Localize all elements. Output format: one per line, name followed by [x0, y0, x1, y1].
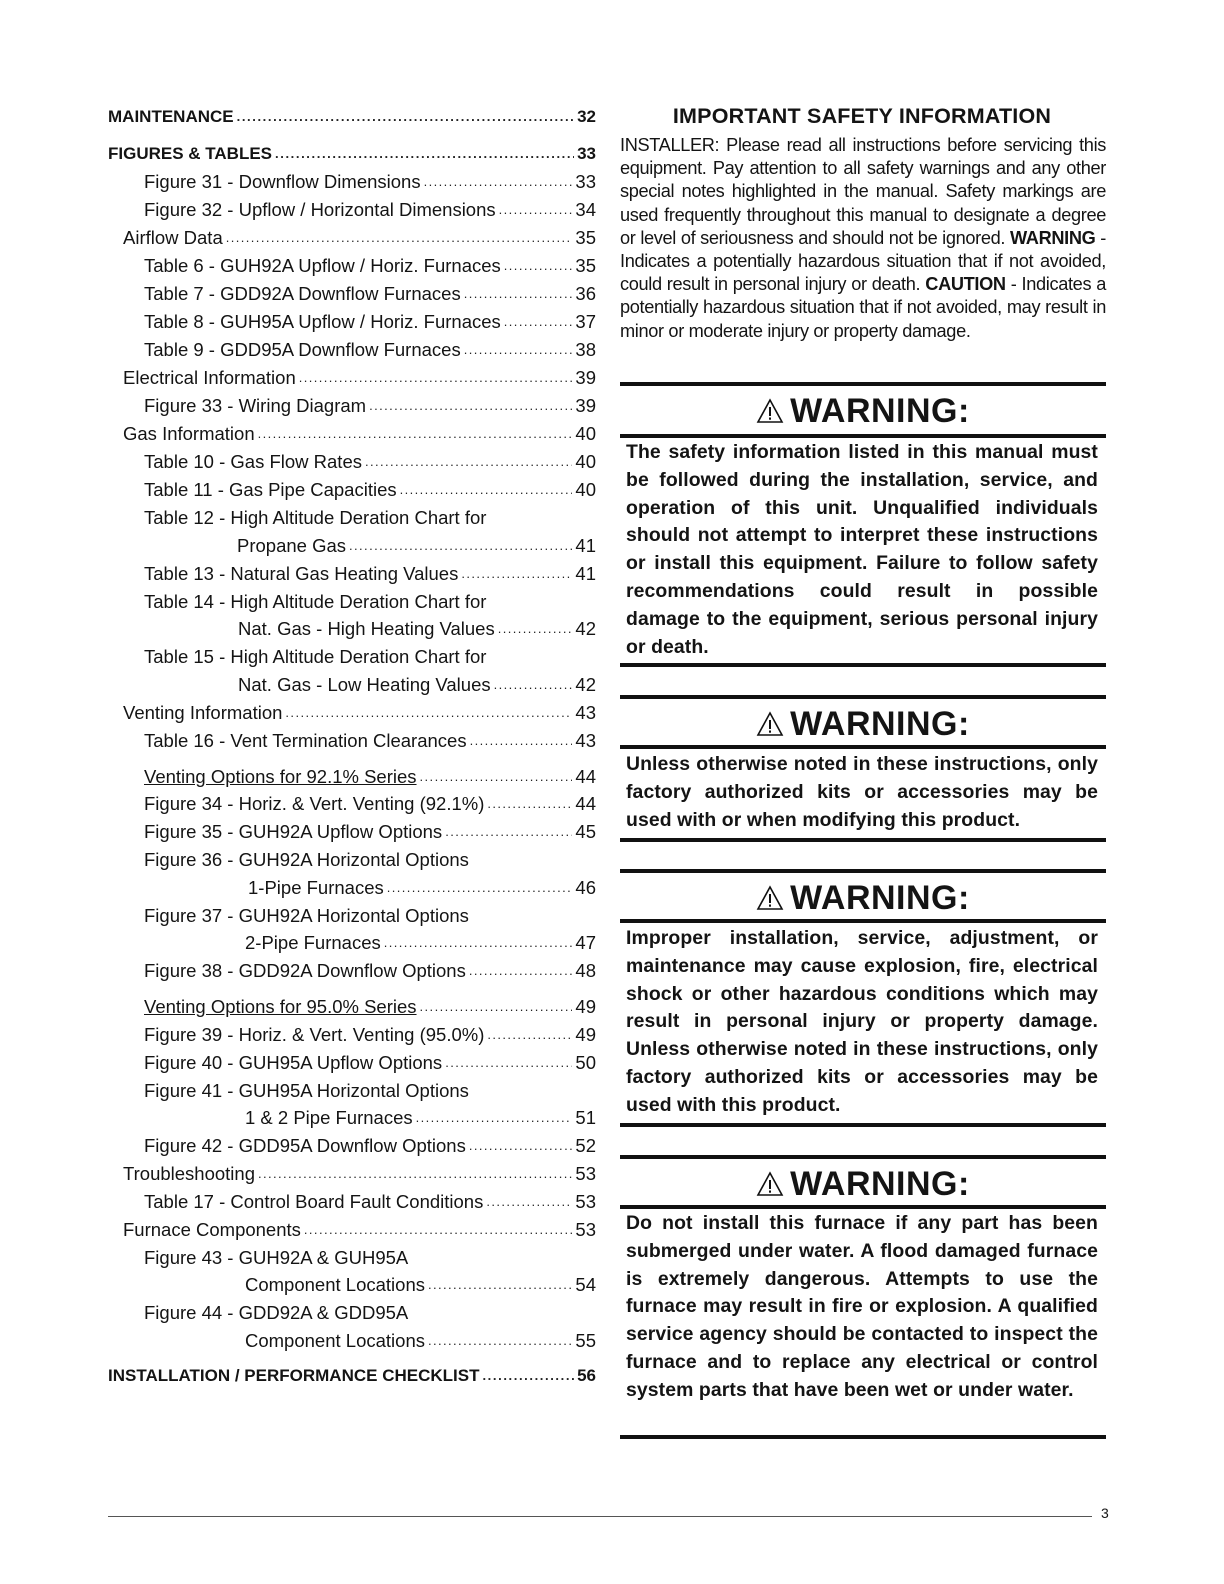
warning-text: Unless otherwise noted in these instructions, only factory authorized kits or accessories may be used with or when modifying this product. [626, 753, 1098, 831]
divider [620, 663, 1106, 667]
toc-entry[interactable]: Nat. Gas - High Heating Values ..... 42 [238, 612, 596, 640]
toc-entry[interactable]: Figure 42 - GDD95A Downflow Options ..... 52 [144, 1129, 596, 1157]
toc-entry[interactable]: Table 7 - GDD92A Downflow Furnaces ..... 36 [144, 277, 596, 305]
toc-entry[interactable]: Table 14 - High Altitude Deration Chart for [144, 591, 487, 612]
toc-entry[interactable]: Table 6 - GUH92A Upflow / Horiz. Furnaces ..... 35 [144, 249, 596, 277]
warning-triangle-icon [756, 885, 784, 911]
toc-entry[interactable]: Component Locations ..... 54 [245, 1268, 596, 1296]
warning-text: The safety information listed in this manual must be followed during the installation, service, and operation of this unit. Unqualified individuals should not attempt to interpret these instructions or install this equipment. Failure to follow safety recommendations could result in possible damage to the equipment, serious personal injury or death. [626, 441, 1098, 658]
toc-entry[interactable]: Figure 36 - GUH92A Horizontal Options [144, 849, 469, 870]
divider [620, 695, 1106, 699]
toc-entry[interactable]: 1-Pipe Furnaces ..... 46 [248, 871, 596, 899]
toc-entry[interactable]: Figure 35 - GUH92A Upflow Options ..... 45 [144, 815, 596, 843]
toc-entry[interactable]: Figure 44 - GDD92A & GDD95A [144, 1302, 409, 1323]
toc-entry[interactable]: Table 9 - GDD95A Downflow Furnaces ..... 38 [144, 333, 596, 361]
warning-title: WARNING: [620, 390, 1106, 432]
toc-entry[interactable]: Electrical Information ..... 39 [123, 361, 596, 389]
footer-rule [108, 1516, 1092, 1517]
toc-entry[interactable]: Figure 39 - Horiz. & Vert. Venting (95.0%) ..... 49 [144, 1018, 596, 1046]
toc-entry[interactable]: Venting Options for 95.0% Series ..... 49 [144, 990, 596, 1018]
divider [620, 869, 1106, 873]
toc-entry[interactable]: Table 12 - High Altitude Deration Chart for [144, 507, 487, 528]
divider [620, 382, 1106, 386]
toc-entry[interactable]: Gas Information ..... 40 [123, 417, 596, 445]
divider [620, 745, 1106, 749]
warning-title: WARNING: [620, 703, 1106, 745]
warning-text: Do not install this furnace if any part has been submerged under water. A flood damaged furnace is extremely dangerous. Attempts to use the furnace may result in fire or explosion. A qualified service agency should be contacted to inspect the furnace and to replace any electrical or control system parts that have been wet or under water. [626, 1212, 1098, 1401]
toc-entry[interactable]: Table 16 - Vent Termination Clearances ..... 43 [144, 724, 596, 752]
divider [620, 838, 1106, 842]
warning-title: WARNING: [620, 1163, 1106, 1205]
toc-entry[interactable]: Figure 41 - GUH95A Horizontal Options [144, 1080, 469, 1101]
warning-title: WARNING: [620, 877, 1106, 919]
divider [620, 1435, 1106, 1439]
toc-entry[interactable]: Table 17 - Control Board Fault Conditions ..... 53 [144, 1185, 596, 1213]
toc-entry[interactable]: Troubleshooting ..... 53 [123, 1157, 596, 1185]
toc-entry[interactable]: Figure 43 - GUH92A & GUH95A [144, 1247, 409, 1268]
toc-entry[interactable]: Table 15 - High Altitude Deration Chart for [144, 646, 487, 667]
toc-entry[interactable]: Figure 38 - GDD92A Downflow Options ..... 48 [144, 954, 596, 982]
toc-entry[interactable]: FIGURES & TABLES ..... 33 [108, 137, 596, 165]
warning-triangle-icon [756, 1171, 784, 1197]
toc-entry[interactable]: Figure 34 - Horiz. & Vert. Venting (92.1%) ..... 44 [144, 787, 596, 815]
toc-entry[interactable]: Table 11 - Gas Pipe Capacities ..... 40 [144, 473, 596, 501]
safety-intro: INSTALLER: Please read all instructions before servicing this equipment. Pay attention to all safety warnings and any other special notes highlighted in the manual. Safety markings are used frequently throughout this manual to designate a degree or level of seriousness and should not be ignored. WARNING - Indicates a potentially hazardous situation that if not avoided, could result in personal injury or death. CAUTION - Indicates a potentially hazardous situation that if not avoided, may result in minor or moderate injury or property damage. [620, 135, 1107, 341]
toc-entry[interactable]: Airflow Data ..... 35 [123, 221, 596, 249]
toc-entry[interactable]: 1 & 2 Pipe Furnaces ..... 51 [245, 1101, 596, 1129]
toc-entry[interactable]: Table 8 - GUH95A Upflow / Horiz. Furnaces ..... 37 [144, 305, 596, 333]
warning-text: Improper installation, service, adjustment, or maintenance may cause explosion, fire, electrical shock or other hazardous conditions which may result in personal injury or property damage. Unless otherwise noted in these instructions, only factory authorized kits or accessories may be used with this product. [626, 927, 1098, 1116]
toc-entry[interactable]: Figure 37 - GUH92A Horizontal Options [144, 905, 469, 926]
toc-entry[interactable]: 2-Pipe Furnaces ..... 47 [245, 926, 596, 954]
toc-entry[interactable]: Figure 40 - GUH95A Upflow Options ..... 50 [144, 1046, 596, 1074]
toc-entry[interactable]: Venting Information ..... 43 [123, 696, 596, 724]
toc-entry[interactable]: Venting Options for 92.1% Series ..... 44 [144, 760, 596, 788]
toc-entry[interactable]: INSTALLATION / PERFORMANCE CHECKLIST ..... 56 [108, 1359, 596, 1387]
toc-entry[interactable]: Figure 32 - Upflow / Horizontal Dimensions ..... 34 [144, 193, 596, 221]
toc-entry[interactable]: MAINTENANCE ..... 32 [108, 100, 596, 128]
toc-entry[interactable]: Propane Gas ..... 41 [237, 529, 596, 557]
warning-triangle-icon [756, 711, 784, 737]
divider [620, 1205, 1106, 1209]
safety-title: IMPORTANT SAFETY INFORMATION [672, 104, 1052, 128]
toc-entry[interactable]: Table 10 - Gas Flow Rates ..... 40 [144, 445, 596, 473]
toc-entry[interactable]: Table 13 - Natural Gas Heating Values ..... 41 [144, 557, 596, 585]
warning-triangle-icon [756, 398, 784, 424]
page-number: 3 [1101, 1505, 1109, 1521]
divider [620, 919, 1106, 923]
divider [620, 1123, 1106, 1127]
toc-entry[interactable]: Furnace Components ..... 53 [123, 1213, 596, 1241]
toc-entry[interactable]: Nat. Gas - Low Heating Values ..... 42 [238, 668, 596, 696]
divider [620, 1155, 1106, 1159]
divider [620, 434, 1106, 438]
toc-entry[interactable]: Figure 33 - Wiring Diagram ..... 39 [144, 389, 596, 417]
toc-entry[interactable]: Component Locations ..... 55 [245, 1324, 596, 1352]
toc-entry[interactable]: Figure 31 - Downflow Dimensions ..... 33 [144, 165, 596, 193]
